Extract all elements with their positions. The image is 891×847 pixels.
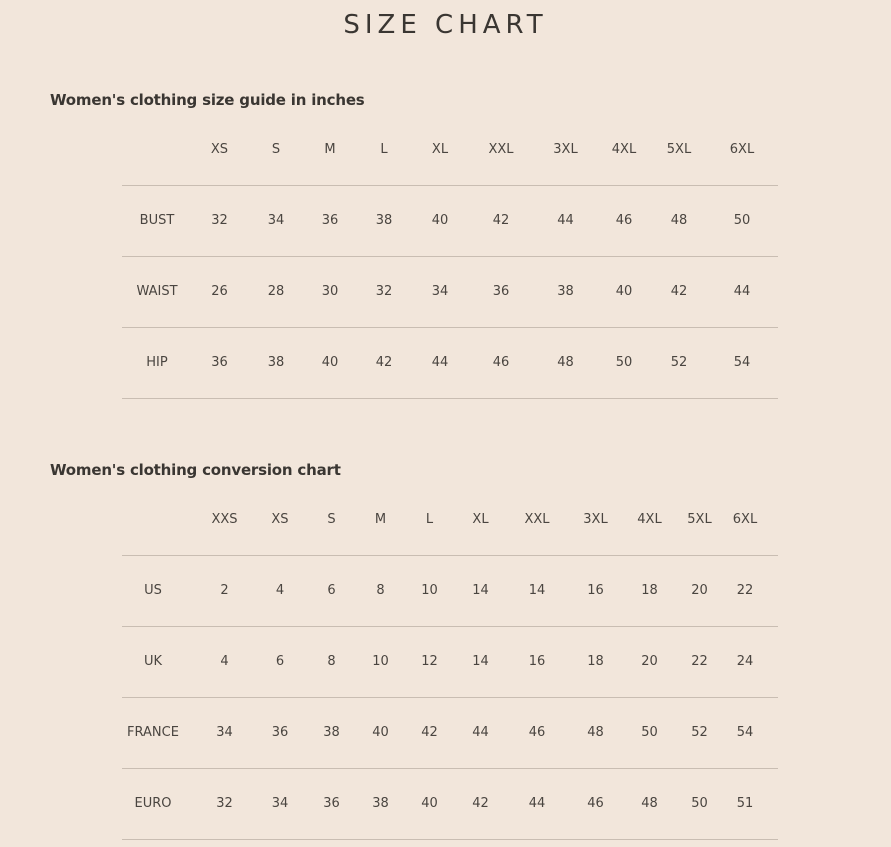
table-cell: 38	[295, 697, 368, 768]
table-cell: 50	[687, 768, 712, 839]
row-label: FRANCE	[122, 697, 184, 768]
row-label: HIP	[122, 327, 192, 398]
table-cell: 4	[184, 626, 265, 697]
table-cell: 2	[184, 555, 265, 626]
table-cell: 46	[495, 697, 579, 768]
table-cell: 51	[712, 768, 778, 839]
table-cell: 54	[712, 697, 778, 768]
table-cell: 32	[184, 768, 265, 839]
table-cell: 16	[495, 626, 579, 697]
header-cell: 4XL	[612, 485, 687, 555]
table-cell: 36	[305, 185, 355, 256]
header-cell: 3XL	[579, 485, 612, 555]
table-row	[122, 626, 778, 697]
table-cell: 20	[687, 555, 712, 626]
table-cell: 48	[579, 697, 612, 768]
table-cell: 36	[295, 768, 368, 839]
table-cell: 6	[295, 555, 368, 626]
table-cell: 52	[652, 327, 706, 398]
table-cell: 32	[192, 185, 247, 256]
row-label: BUST	[122, 185, 192, 256]
table-cell: 34	[184, 697, 265, 768]
header-cell: XS	[192, 115, 247, 185]
table-cell: 36	[265, 697, 295, 768]
header-cell: XL	[413, 115, 467, 185]
table-cell: 46	[596, 185, 652, 256]
table-cell: 22	[712, 555, 778, 626]
table-cell: 40	[596, 256, 652, 327]
header-cell	[122, 485, 184, 555]
table-row	[122, 327, 778, 398]
table-cell: 4	[265, 555, 295, 626]
table-cell: 46	[579, 768, 612, 839]
table-cell: 34	[413, 256, 467, 327]
row-label: UK	[122, 626, 184, 697]
header-cell: XXL	[495, 485, 579, 555]
table-cell: 34	[265, 768, 295, 839]
table-cell: 44	[535, 185, 596, 256]
table-cell: 30	[305, 256, 355, 327]
inches-size-table	[122, 115, 778, 399]
table-cell: 38	[368, 768, 393, 839]
table-cell: 14	[466, 626, 495, 697]
header-cell: XS	[265, 485, 295, 555]
table-cell: 44	[706, 256, 778, 327]
table-cell: 18	[579, 626, 612, 697]
table-cell: 50	[596, 327, 652, 398]
table-cell: 54	[706, 327, 778, 398]
table-cell: 6	[265, 626, 295, 697]
conversion-size-table	[122, 485, 778, 840]
header-cell: M	[305, 115, 355, 185]
table-cell: 46	[467, 327, 535, 398]
page-title: SIZE CHART	[343, 10, 548, 40]
table-row	[122, 768, 778, 839]
table-cell: 40	[413, 185, 467, 256]
header-cell: 6XL	[712, 485, 778, 555]
table-cell: 42	[467, 185, 535, 256]
table-cell: 10	[368, 626, 393, 697]
table-cell: 14	[495, 555, 579, 626]
table-cell: 42	[466, 768, 495, 839]
table-cell: 8	[368, 555, 393, 626]
table-cell: 38	[247, 327, 305, 398]
table-cell: 38	[535, 256, 596, 327]
table-cell: 22	[687, 626, 712, 697]
header-cell: 4XL	[596, 115, 652, 185]
table-cell: 48	[535, 327, 596, 398]
header-cell: 6XL	[706, 115, 778, 185]
table-cell: 48	[652, 185, 706, 256]
table-header-row	[122, 485, 778, 555]
inches-section-title: Women's clothing size guide in inches	[50, 91, 365, 109]
table-cell: 14	[466, 555, 495, 626]
table-cell: 36	[192, 327, 247, 398]
table-cell: 40	[393, 768, 466, 839]
table-cell: 8	[295, 626, 368, 697]
header-cell: XXL	[467, 115, 535, 185]
table-cell: 44	[466, 697, 495, 768]
table-cell: 24	[712, 626, 778, 697]
table-cell: 44	[413, 327, 467, 398]
table-cell: 40	[305, 327, 355, 398]
table-cell: 52	[687, 697, 712, 768]
header-cell: M	[368, 485, 393, 555]
table-cell: 10	[393, 555, 466, 626]
table-cell: 36	[467, 256, 535, 327]
header-cell	[122, 115, 192, 185]
table-cell: 40	[368, 697, 393, 768]
table-cell: 32	[355, 256, 413, 327]
table-cell: 50	[612, 697, 687, 768]
header-cell: L	[355, 115, 413, 185]
table-cell: 44	[495, 768, 579, 839]
table-cell: 38	[355, 185, 413, 256]
table-cell: 28	[247, 256, 305, 327]
table-cell: 20	[612, 626, 687, 697]
header-cell: 3XL	[535, 115, 596, 185]
header-cell: S	[295, 485, 368, 555]
header-cell: S	[247, 115, 305, 185]
row-label: EURO	[122, 768, 184, 839]
table-cell: 26	[192, 256, 247, 327]
header-cell: XXS	[184, 485, 265, 555]
table-cell: 12	[393, 626, 466, 697]
table-cell: 42	[652, 256, 706, 327]
conversion-section-title: Women's clothing conversion chart	[50, 461, 341, 479]
table-header-row	[122, 115, 778, 185]
table-cell: 16	[579, 555, 612, 626]
table-row	[122, 555, 778, 626]
table-cell: 18	[612, 555, 687, 626]
row-label: WAIST	[122, 256, 192, 327]
row-label: US	[122, 555, 184, 626]
table-row	[122, 185, 778, 256]
table-cell: 48	[612, 768, 687, 839]
table-cell: 34	[247, 185, 305, 256]
header-cell: 5XL	[652, 115, 706, 185]
table-row	[122, 256, 778, 327]
header-cell: L	[393, 485, 466, 555]
header-cell: 5XL	[687, 485, 712, 555]
table-cell: 42	[393, 697, 466, 768]
table-cell: 50	[706, 185, 778, 256]
table-row	[122, 697, 778, 768]
table-cell: 42	[355, 327, 413, 398]
header-cell: XL	[466, 485, 495, 555]
